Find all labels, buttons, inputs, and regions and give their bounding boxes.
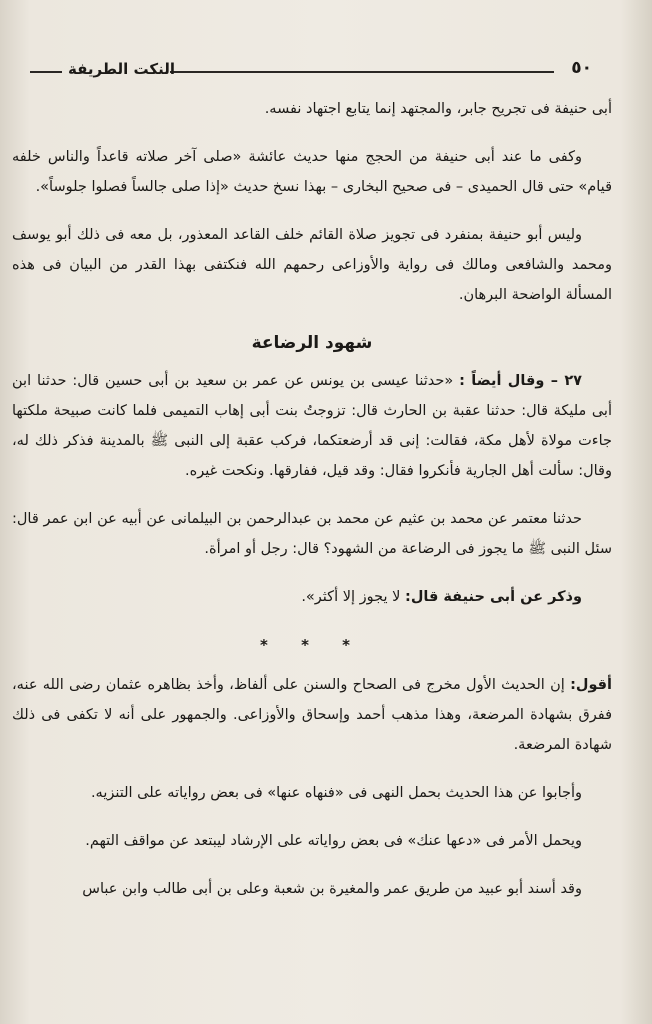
header-rule-short bbox=[30, 71, 62, 73]
running-title: النكت الطريفة bbox=[68, 60, 175, 78]
page-header bbox=[30, 58, 592, 88]
paragraph: وكفى ما عند أبى حنيفة من الحجج منها حديث عائشة «صلى آخر صلاته قاعداً والناس خلفه قيام» حتى قال الحميدى – فى صحيح البخارى – بهذا نسخ حديث «إذا صلى جالساً فصلوا جلوساً». bbox=[12, 149, 612, 195]
paragraph: وقد أسند أبو عبيد من طريق عمر والمغيرة بن شعبة وعلى بن أبى طالب وابن عباس bbox=[82, 881, 582, 897]
section-separator: * * * bbox=[260, 636, 364, 654]
paragraph bbox=[12, 366, 612, 486]
paragraph: أبى حنيفة فى تجريح جابر، والمجتهد إنما يتابع اجتهاد نفسه. bbox=[264, 101, 612, 117]
paragraph bbox=[12, 582, 612, 612]
page-number: ٥٠ bbox=[571, 58, 592, 78]
section-heading: شهود الرضاعة bbox=[251, 333, 373, 353]
paragraph-lead: وذكر عن أبى حنيفة قال: bbox=[405, 589, 582, 605]
paragraph: وأجابوا عن هذا الحديث بحمل النهى فى «فنهاه عنها» فى بعض رواياته على التنزيه. bbox=[90, 785, 582, 801]
page-body bbox=[12, 94, 612, 922]
paragraph-lead: أقول: bbox=[570, 677, 612, 693]
paragraph: حدثنا معتمر عن محمد بن عثيم عن محمد بن عبدالرحمن بن البيلمانى عن أبيه عن ابن عمر قال: سئل النبى ﷺ ما يجوز فى الرضاعة من الشهود؟ قال: رجل أو امرأة. bbox=[12, 511, 612, 557]
paragraph bbox=[12, 670, 612, 760]
header-rule bbox=[170, 71, 554, 73]
hadith-number: ٢٧ – وقال أيضاً : bbox=[459, 373, 583, 389]
paragraph-text: «حدثنا عيسى بن يونس عن عمر بن سعيد بن أبى حسين قال: حدثنا ابن أبى مليكة قال: حدثنا عقبة بن الحارث قال: تزوجتُ بنت أبى إهاب التميمى فلما كانت صبيحة ملكتها جاءت مولاة لأهل مكة، فقالت: إنى قد أرضعتكما، فركب عقبة إلى النبى ﷺ بالمدينة فذكر ذلك له، وقال: سألت أهل الجارية فأنكروا فقال: وقد قيل، ففارقها. ونكحت غيره. bbox=[12, 373, 612, 479]
paragraph-text: إن الحديث الأول مخرج فى الصحاح والسنن على ألفاظ، وأخذ بظاهره عثمان رضى الله عنه، ففرق بشهادة المرضعة، وهذا مذهب أحمد وإسحاق والأوزاعى. والجمهور على أنه لا تكفى فى ذلك شهادة المرضعة. bbox=[12, 677, 612, 753]
paragraph-text: لا يجوز إلا أكثر». bbox=[301, 589, 401, 605]
paragraph: ويحمل الأمر فى «دعها عنك» فى بعض رواياته على الإرشاد ليبتعد عن مواقف التهم. bbox=[85, 833, 582, 849]
paragraph: وليس أبو حنيفة بمنفرد فى تجويز صلاة القائم خلف القاعد المعذور، بل معه فى ذلك أبو يوسف ومحمد والشافعى ومالك فى رواية والأوزاعى رحمهم الله فنكتفى بهذا القدر من البيان فى هذه المسألة الواضحة البرهان. bbox=[12, 227, 612, 303]
